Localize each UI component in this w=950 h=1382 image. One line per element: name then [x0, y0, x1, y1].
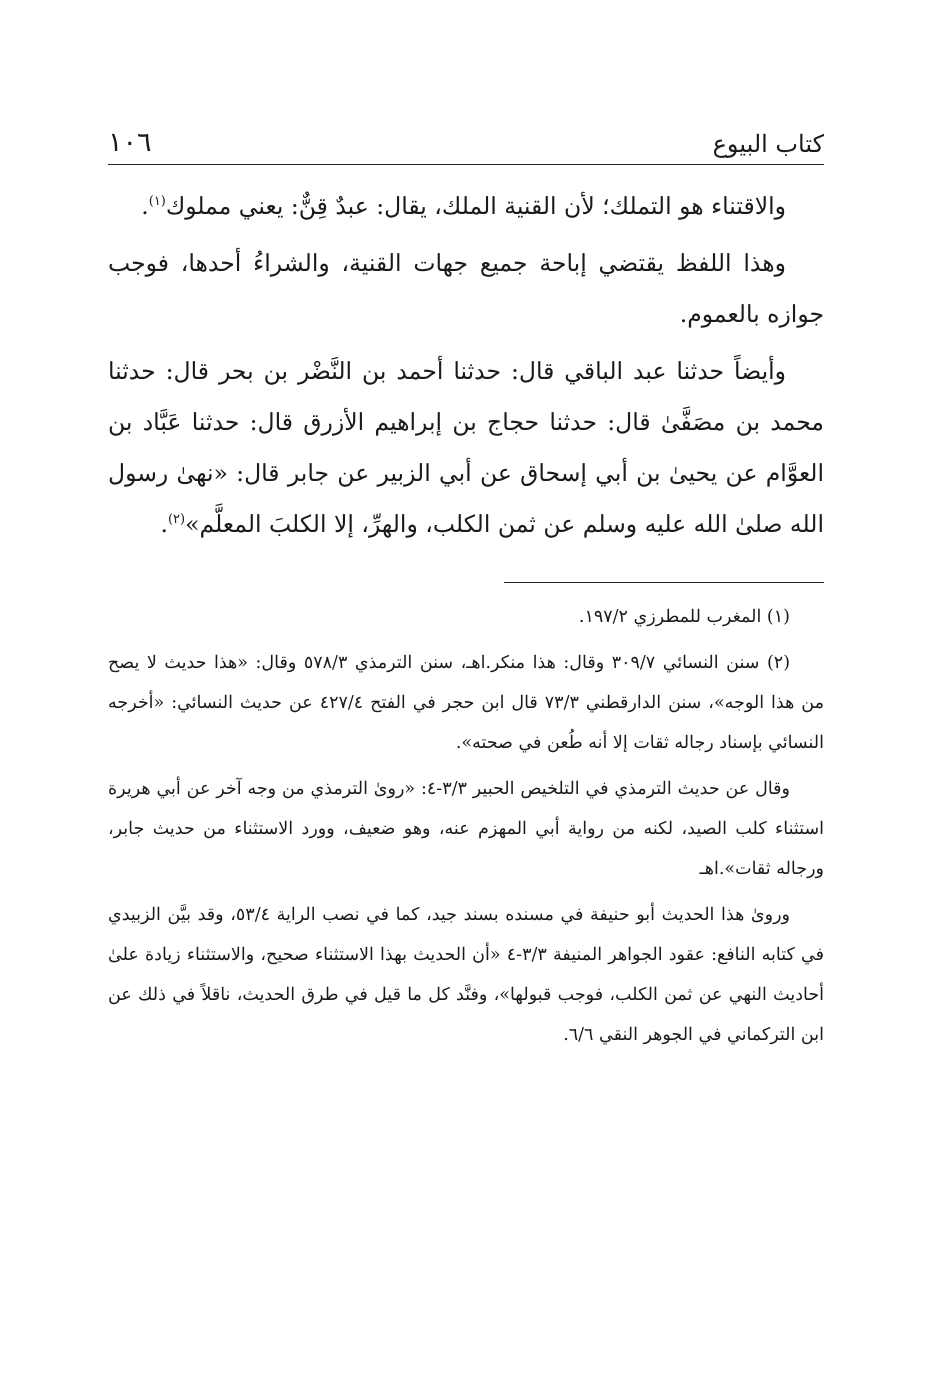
paragraph-text: والاقتناء هو التملك؛ لأن القنية الملك، يقال: عبدٌ قِنٌّ: يعني مملوك: [165, 192, 786, 220]
footnote-2-continued: وقال عن حديث الترمذي في التلخيص الحبير ٣/٣-٤: «روىٰ الترمذي من وجه آخر عن أبي هريرة استثناء كلب الصيد، لكنه من رواية أبي المهزم عنه، وهو ضعيف، وورد الاستثناء من حديث جابر، ورجاله ثقات».اهـ: [108, 779, 824, 879]
paragraph-end: .: [141, 192, 149, 220]
footnote-ref-1: (١): [148, 194, 166, 210]
paragraph-text: وأيضاً حدثنا عبد الباقي قال: حدثنا أحمد بن النَّضْر بن بحر قال: حدثنا محمد بن مصَفَّىٰ قال: حدثنا حجاج بن إبراهيم الأزرق قال: حدثنا عَبَّاد بن العوَّام عن يحيىٰ بن أبي إسحاق عن أبي الزبير عن جابر قال: «نهىٰ رسول الله صلىٰ الله عليه وسلم عن ثمن الكلب، والهرِّ، إلا الكلبَ المعلَّم»: [108, 357, 824, 538]
paragraph-1: [108, 181, 824, 232]
footnote-ref-2: (٢): [167, 512, 186, 528]
book-page: [108, 118, 824, 1061]
footnote-2-continued: وروىٰ هذا الحديث أبو حنيفة في مسنده بسند جيد، كما في نصب الراية ٥٣/٤، وقد بيَّن الزبيدي في كتابه النافع: عقود الجواهر المنيفة ٣/٣-٤ «أن الحديث بهذا الاستثناء صحيح، والاستثناء زيادة علىٰ أحاديث النهي عن ثمن الكلب، فوجب قبولها»، وفنَّد كل ما قيل في طرق الحديث، ناقلاً في ذلك عن ابن التركماني في الجوهر النقي ٦/٦.: [108, 905, 824, 1045]
page-header: [108, 118, 824, 165]
footnote-divider: [504, 582, 824, 583]
paragraph-3: [108, 346, 824, 550]
footnotes: [108, 597, 824, 1055]
paragraph-end: .: [160, 510, 168, 538]
page-number: ١٠٦: [108, 127, 152, 158]
paragraph-text: وهذا اللفظ يقتضي إباحة جميع جهات القنية، والشراءُ أحدها، فوجب جوازه بالعموم.: [108, 249, 824, 328]
paragraph-2: [108, 238, 824, 340]
main-text: [108, 181, 824, 550]
running-title: كتاب البيوع: [712, 130, 824, 158]
footnote-1: (١) المغرب للمطرزي ١٩٧/٢.: [578, 607, 790, 627]
footnote-2: (٢) سنن النسائي ٣٠٩/٧ وقال: هذا منكر.اهـ، سنن الترمذي ٥٧٨/٣ وقال: «هذا حديث لا يصح من هذا الوجه»، سنن الدارقطني ٧٣/٣ قال ابن حجر في الفتح ٤٢٧/٤ عن حديث النسائي: «أخرجه النسائي بإسناد رجاله ثقات إلا أنه طُعن في صحته».: [108, 653, 824, 753]
